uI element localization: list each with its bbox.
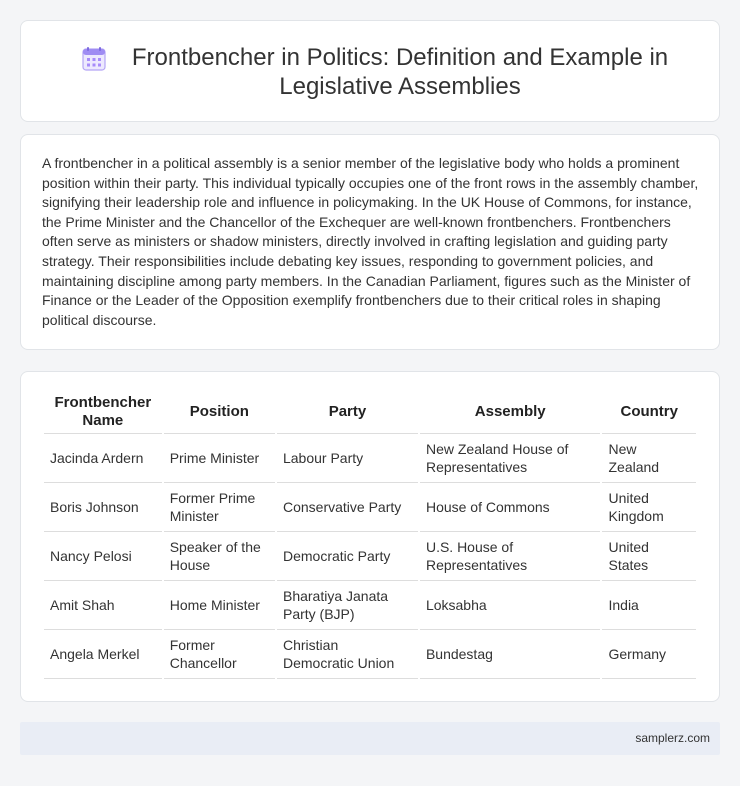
cell-party: Labour Party [277, 434, 418, 483]
cell-name: Angela Merkel [44, 630, 162, 679]
header-country: Country [602, 390, 696, 434]
cell-position: Home Minister [164, 581, 275, 630]
header-position: Position [164, 390, 275, 434]
page-title: Frontbencher in Politics: Definition and Example in Legislative Assemblies [131, 44, 669, 100]
cell-position: Former Prime Minister [164, 483, 275, 532]
cell-position: Speaker of the House [164, 532, 275, 581]
cell-country: India [602, 581, 696, 630]
header-party: Party [277, 390, 418, 434]
cell-country: Germany [602, 630, 696, 679]
cell-country: United Kingdom [602, 483, 696, 532]
cell-country: United States [602, 532, 696, 581]
cell-assembly: U.S. House of Representatives [420, 532, 601, 581]
cell-assembly: Loksabha [420, 581, 601, 630]
frontbencher-table [42, 390, 698, 679]
cell-name: Nancy Pelosi [44, 532, 162, 581]
table-header-row [44, 390, 696, 434]
header-assembly: Assembly [420, 390, 601, 434]
cell-party: Bharatiya Janata Party (BJP) [277, 581, 418, 630]
cell-party: Conservative Party [277, 483, 418, 532]
cell-party: Christian Democratic Union [277, 630, 418, 679]
cell-party: Democratic Party [277, 532, 418, 581]
cell-assembly: House of Commons [420, 483, 601, 532]
cell-name: Jacinda Ardern [44, 434, 162, 483]
table-row [44, 581, 696, 630]
header-name: Frontbencher Name [44, 390, 162, 434]
table-row [44, 532, 696, 581]
cell-position: Former Chancellor [164, 630, 275, 679]
cell-country: New Zealand [602, 434, 696, 483]
table-row [44, 630, 696, 679]
description-text: A frontbencher in a political assembly is a senior member of the legislative body who holds a prominent position within their party. This individual typically occupies one of the front rows in the assembly chamber, signifying their leadership role and influence in policymaking. In the UK House of Commons, for instance, the Prime Minister and the Chancellor of the Exchequer are well-known frontbenchers. Frontbenchers often serve as ministers or shadow ministers, directly involved in crafting legislation and guiding party strategy. Their responsibilities include debating key issues, responding to government policies, and maintaining discipline among party members. In the Canadian Parliament, figures such as the Minister of Finance or the Leader of the Opposition exemplify frontbenchers due to their critical roles in shaping political discourse. [42, 155, 699, 328]
cell-position: Prime Minister [164, 434, 275, 483]
description-card [20, 134, 720, 350]
cell-assembly: Bundestag [420, 630, 601, 679]
table-row [44, 483, 696, 532]
cell-name: Boris Johnson [44, 483, 162, 532]
table-row [44, 434, 696, 483]
cell-assembly: New Zealand House of Representatives [420, 434, 601, 483]
title-card [20, 20, 720, 122]
footer-site-link[interactable]: samplerz.com [635, 731, 710, 745]
table-card [20, 371, 720, 702]
footer-bar [20, 722, 720, 755]
cell-name: Amit Shah [44, 581, 162, 630]
